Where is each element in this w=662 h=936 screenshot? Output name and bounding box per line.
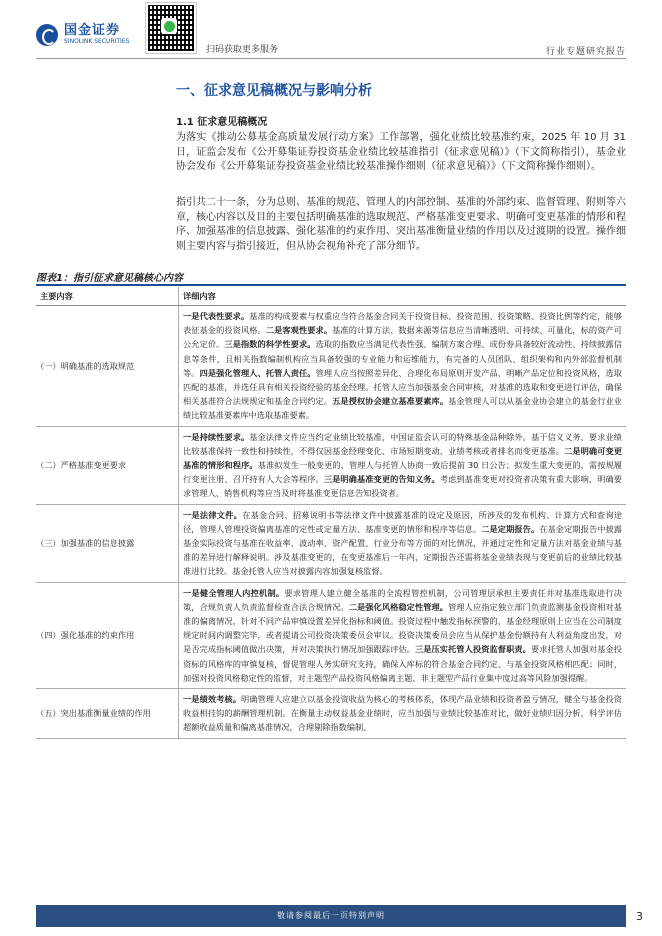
row-detail xyxy=(179,582,627,688)
brand-logo xyxy=(36,24,129,46)
paragraph-summary: 指引共二十一条，分为总则、基准的规范、管理人的内部控制、基准的外部约束、监督管理、附则等六章，核心内容以及目的主要包括明确基准的选取规范、严格基准变更要求、明确可变更基准的情形和程序、加强基准的信息披露、强化基准的约束作用、突出基准衡量业绩的作用以及过渡期的设置。操作细则主要内容与指引接近，但从协会视角补充了部分细节。 xyxy=(176,197,626,252)
table-row xyxy=(36,689,626,739)
detail-text: 选取的指数应当满足代表性强、编制方案合理、成份券具备较好流动性、持续披露信息等条件，且相关指数编制机构应当具备较强的专业能力和运维能力，有完备的人员团队、组织架构和内外部监督机制等。 xyxy=(183,339,622,378)
detail-point-heading: 一是法律文件。 xyxy=(183,509,243,520)
row-detail xyxy=(179,504,627,582)
detail-point-heading: 二是定期报告。 xyxy=(481,523,540,534)
detail-text: 基金法律文件应当约定业绩比较基准，中国证监会认可的特殊基金品种除外。基于信义义务，要求业绩比较基准保持一致性和持续性，不得仅因基金经理变化、市场短期变动、业绩考核或者排名而变更基准。 xyxy=(183,431,622,456)
core-content-table xyxy=(36,287,626,739)
detail-point-heading: 一是绩效考核。 xyxy=(183,694,241,705)
row-topic: （一）明确基准的选取规范 xyxy=(36,306,179,427)
figure-title: 图表1：指引征求意见稿核心内容 xyxy=(36,273,183,284)
brand-logo-icon xyxy=(36,24,58,46)
detail-point-heading: 一是持续性要求。 xyxy=(183,431,250,442)
table-row xyxy=(36,582,626,688)
detail-text: 管理人应指定独立部门负责监测基金投资相对基准的偏离情况，针对不同产品审慎设置差异化指标和阈值。投资过程中触发指标预警的，基金经理原则上应当在公司制度规定时间内调整完毕，或者提请公司投资决策委员会审议。投资决策委员会应当从保护基金份额持有人利益角度出发，对是否完成指标阈值做出决策，并对决策执行情况加强跟踪评估。 xyxy=(183,601,622,655)
detail-text: 要求托管人加强对基金投资标的风格库的审慎复核，督促管理人务实研究支持，确保入库标的符合基金合同约定、与基金投资风格相匹配；同时，加强对投资风格稳定性的监督，对主题型产品投资风格偏离主题、非主题型产品行业集中度过高等风险加强提醒。 xyxy=(183,644,622,683)
detail-point-heading: 三是明确基准变更的告知义务。 xyxy=(323,474,440,485)
detail-point-heading: 二是客观性要求。 xyxy=(265,325,333,336)
section-title: 一、征求意见稿概况与影响分析 xyxy=(176,83,372,99)
row-detail xyxy=(179,426,627,504)
detail-text: 要求管理人建立健全基准的全流程管控机制，公司管理层承担主要责任并对基准选取进行决策，合规负责人负责监督检查合法合规情况。 xyxy=(183,587,622,612)
detail-text: 基准的构成要素与权重应当符合基金合同关于投资目标、投资范围、投资策略、投资比例等约定，能够表征基金的投资风格。 xyxy=(183,311,622,336)
row-topic: （三）加强基准的信息披露 xyxy=(36,504,179,582)
detail-text: 管理人应当按照差异化、合理化布局原则开发产品，明晰产品定位和投资风格，选取匹配的基准，并选任具有相关投资经验的基金经理。托管人应当加强基金合同审核，对基准的选取和变更进行评估，确保相关基准符合法规规定和基金合同约定。 xyxy=(183,367,622,407)
detail-point-heading: 二是强化风格稳定性管理。 xyxy=(348,601,449,612)
row-topic: （二）严格基准变更要求 xyxy=(36,426,179,504)
sub-section-title: 1.1 征求意见稿概况 xyxy=(176,117,268,128)
header-divider xyxy=(36,58,626,59)
header-detail-content: 详细内容 xyxy=(179,287,627,306)
table-row xyxy=(36,504,626,582)
brand-name-en: SINOLINK SECURITIES xyxy=(64,38,130,45)
report-type-label: 行业专题研究报告 xyxy=(545,47,626,57)
footer-bar xyxy=(36,905,626,927)
detail-point-heading: 四是强化管理人、托管人责任。 xyxy=(199,367,316,378)
detail-point-heading: 三是压实托管人投资监督职责。 xyxy=(414,644,531,655)
detail-point-heading: 二是明确可变更基准的情形和程序。 xyxy=(183,445,622,471)
row-detail xyxy=(179,306,627,427)
table-header-row xyxy=(36,287,626,306)
footer-disclaimer[interactable]: 敬请参阅最后一页特别声明 xyxy=(277,911,385,920)
qr-center-logo-icon xyxy=(161,18,177,34)
detail-point-heading: 五是授权协会建立基准要素库。 xyxy=(332,396,449,407)
brand-name-cn: 国金证券 xyxy=(64,23,121,38)
paragraph-intro: 为落实《推动公募基金高质量发展行动方案》工作部署，强化业绩比较基准约束，2025 年 10 月 31 日，证监会发布《公开募集证券投资基金业绩比较基准指引（征求意见稿）》（下文简称指引），基金业协会发布《公开募集证券投资基金业绩比较基准操作细则（征求意见稿）》（下文简称操作细则）。 xyxy=(176,132,626,172)
detail-text: 明确管理人应建立以基金投资收益为核心的考核体系，体现产品业绩和投资者盈亏情况，健全与基金投资收益相挂钩的薪酬管理机制。在衡量主动权益基金业绩时，应当加强与业绩比较基准对比，做好业绩归因分析，科学评估超额收益质量和偏离基准情况，合理剔除指数编制、 xyxy=(183,694,622,733)
scan-prompt: 扫码获取更多服务 xyxy=(206,45,279,55)
row-topic: （五）突出基准衡量业绩的作用 xyxy=(36,689,179,739)
detail-point-heading: 三是指数的科学性要求。 xyxy=(224,339,316,350)
table-body xyxy=(36,306,626,739)
detail-text: 基准拟发生一般变更的，管理人与托管人协商一致后提前 30 日公告；拟发生重大变更的，需按规履行变更注册、召开持有人大会等程序。 xyxy=(183,460,622,485)
table-row xyxy=(36,426,626,504)
detail-text: 在基金定期报告中披露基金实际投资与基准在收益率、波动率、资产配置、行业分布等方面的对比情况，并通过定性和定量方法对基金业绩与基准的差异进行解释说明。涉及基准变更的，在变更基准后一年内，定期报告还需将基金业绩表现与变更前后的业绩比较基准进行比较。基金托管人应当对披露内容加强复核监督。 xyxy=(183,523,622,577)
detail-text: 基准的计算方法、数据来源等信息应当清晰透明、可持续、可量化，标的资产可公允定价。 xyxy=(183,325,622,350)
table-row xyxy=(36,306,626,427)
detail-point-heading: 一是健全管理人内控机制。 xyxy=(183,587,285,598)
page-header xyxy=(0,0,662,62)
page-number: 3 xyxy=(636,910,643,923)
row-detail xyxy=(179,689,627,739)
detail-point-heading: 一是代表性要求。 xyxy=(183,311,250,321)
header-main-content: 主要内容 xyxy=(36,287,179,306)
detail-text: 考虑到基准变更对投资者决策有重大影响，明确要求管理人、销售机构等应当及时将基准变更信息告知投资者。 xyxy=(183,474,622,499)
row-topic: （四）强化基准的约束作用 xyxy=(36,582,179,688)
detail-text: 在基金合同、招募说明书等法律文件中披露基准的设定及原因，所涉及的发布机构、计算方式和查询途径，管理人管理投资偏离基准的定性或定量方法、基准变更的情形和程序等信息。 xyxy=(183,509,622,534)
figure-title-rule xyxy=(36,284,626,286)
detail-text: 基金管理人可以从基金业协会建立的基金行业业绩比较基准要素库中选取基准要素。 xyxy=(183,396,622,421)
